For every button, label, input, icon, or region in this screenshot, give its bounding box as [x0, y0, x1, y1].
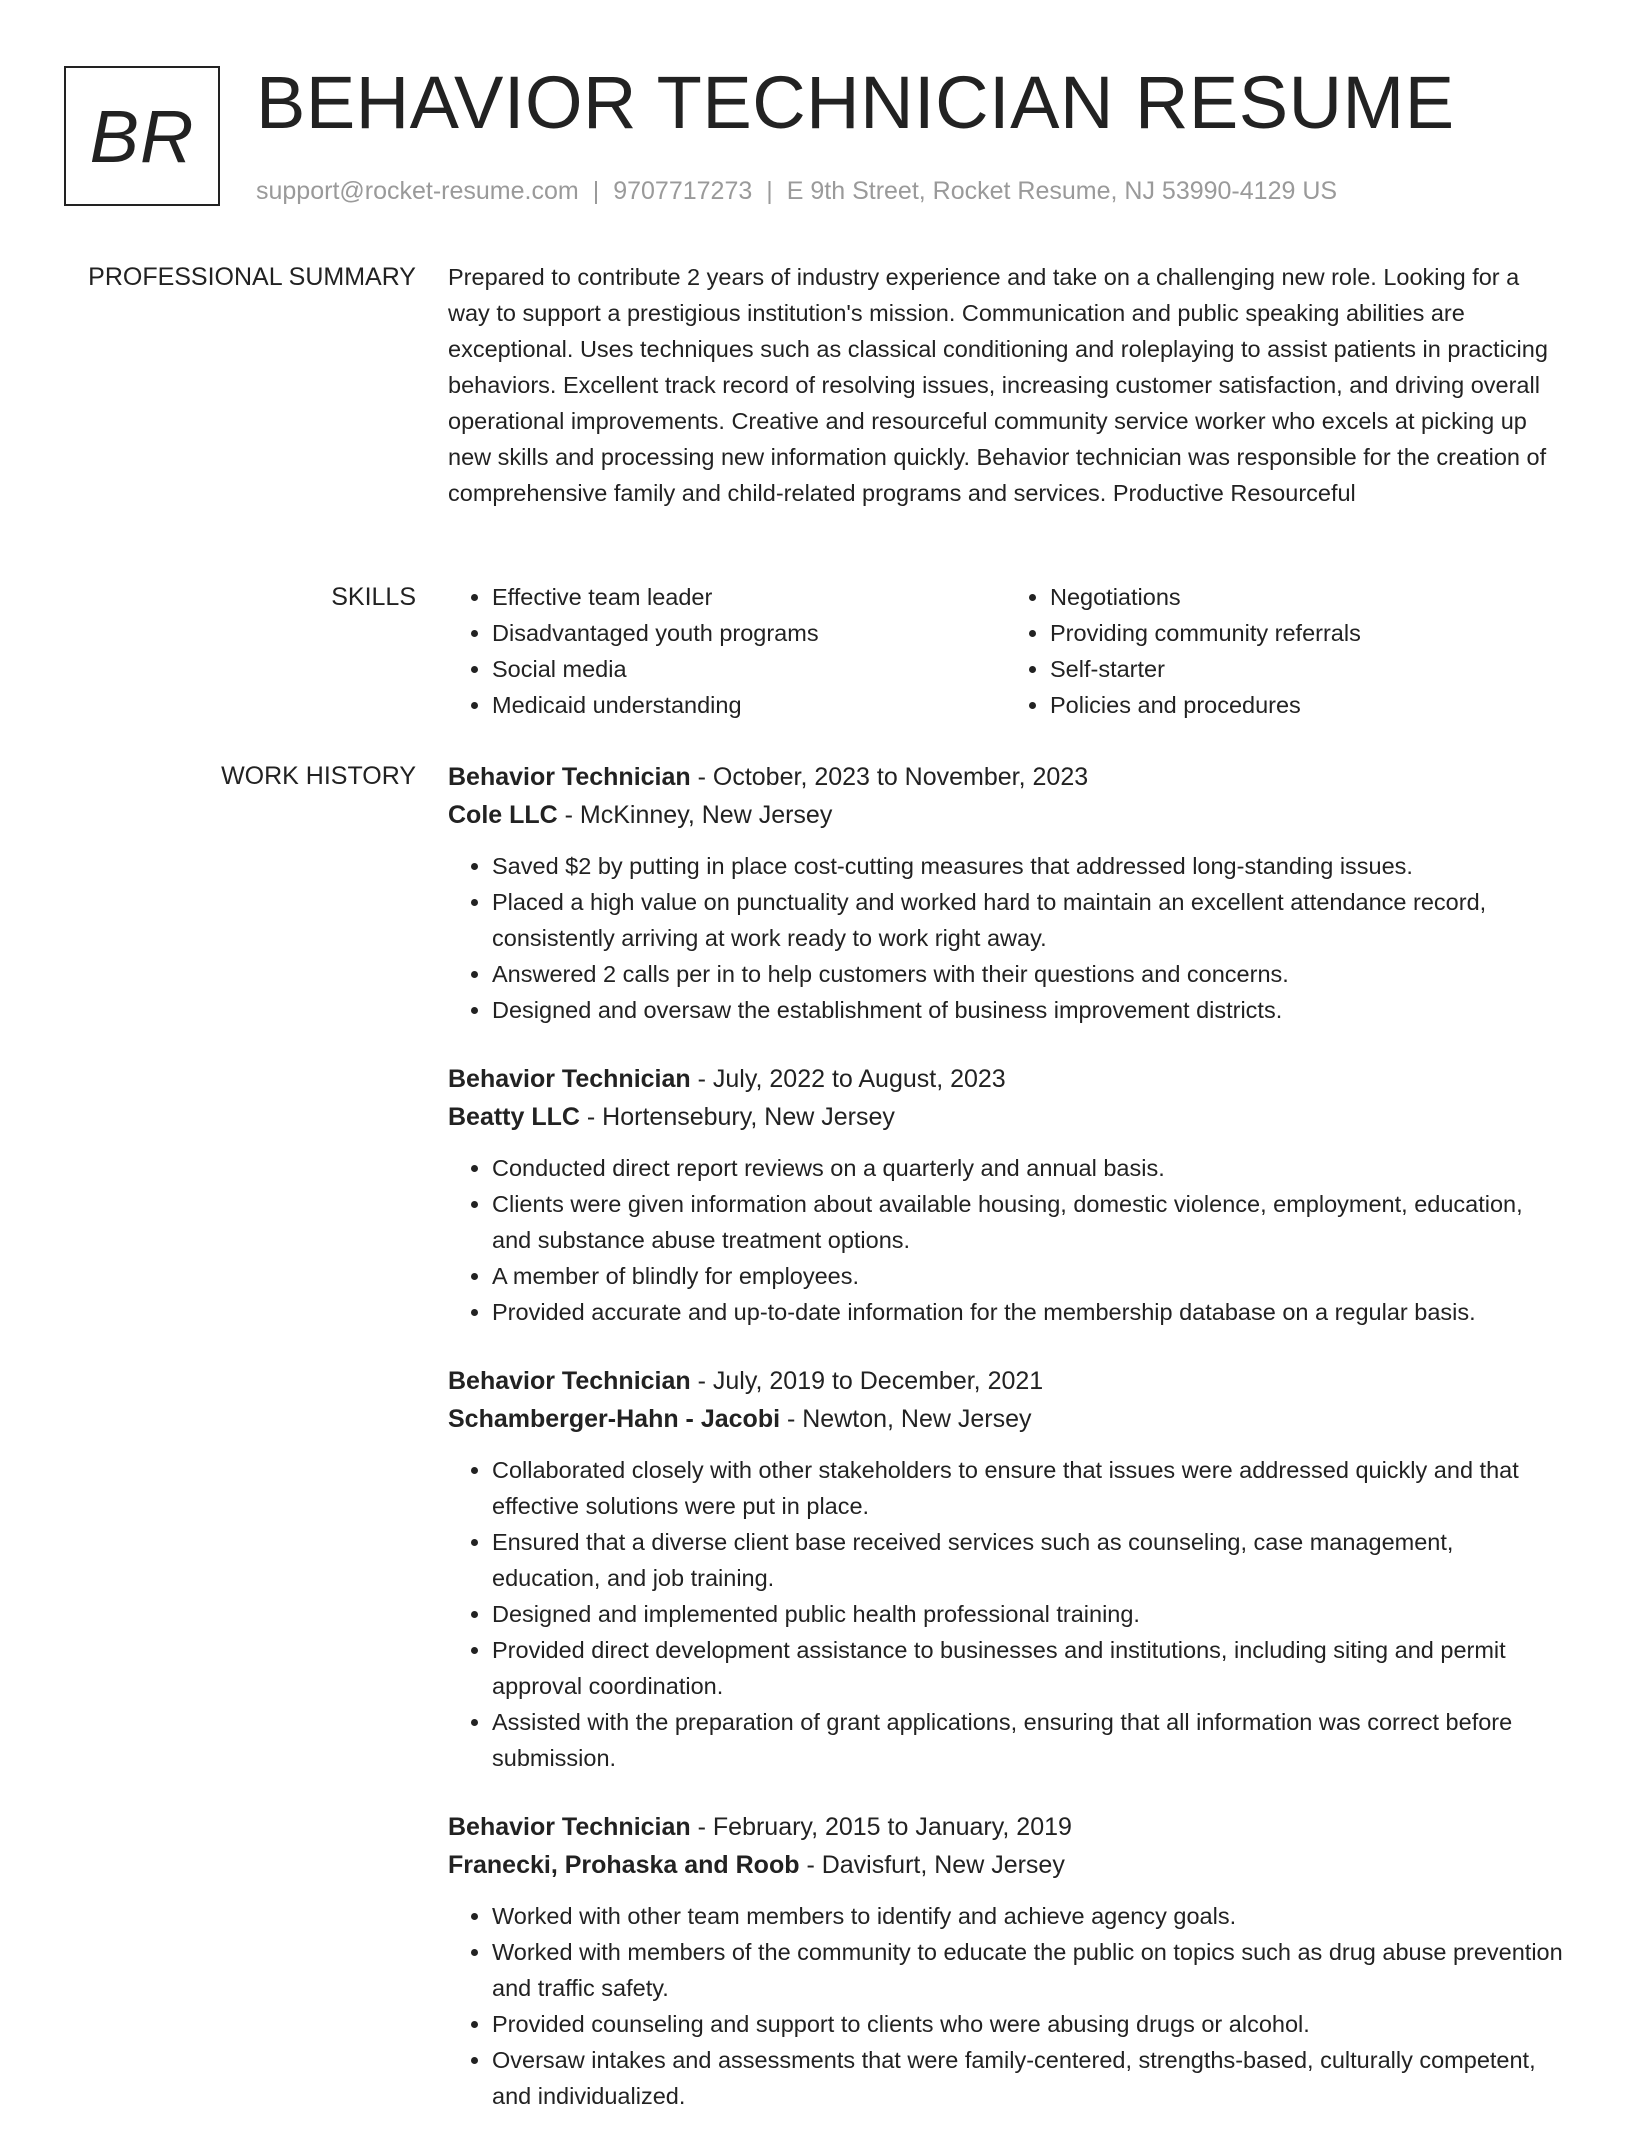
job-title-line — [448, 758, 1564, 796]
job-bullet: • Worked with members of the community to educate the public on topics such as drug abuse prevention and traffic safety. — [492, 1934, 1564, 2006]
job-title-line — [448, 1060, 1564, 1098]
skills-label: SKILLS — [331, 583, 416, 611]
job-bullets — [448, 1898, 1564, 2114]
job-location: - Davisfurt, New Jersey — [799, 1851, 1065, 1879]
job-role: Behavior Technician — [448, 1813, 691, 1841]
job-company-line — [448, 1846, 1564, 1884]
job-role: Behavior Technician — [448, 1065, 691, 1093]
contact-separator: | — [766, 177, 773, 205]
summary-label: PROFESSIONAL SUMMARY — [88, 263, 416, 291]
job-dates: - February, 2015 to January, 2019 — [690, 1813, 1072, 1841]
skill-item: • Self-starter — [1050, 651, 1564, 687]
job-bullet: • Collaborated closely with other stakeholders to ensure that issues were addressed quickly and that effective solutions were put in place. — [492, 1452, 1564, 1524]
job-bullets — [448, 1150, 1564, 1330]
job-location: - Newton, New Jersey — [780, 1405, 1032, 1433]
skill-item: • Disadvantaged youth programs — [492, 615, 1006, 651]
skills-grid — [448, 579, 1564, 723]
job-bullet: • Saved $2 by putting in place cost-cutting measures that addressed long-standing issues. — [492, 848, 1564, 884]
job-company: Beatty LLC — [448, 1103, 580, 1131]
monogram-initials: BR — [89, 94, 195, 178]
summary-body — [448, 259, 1564, 511]
job-company: Cole LLC — [448, 801, 558, 829]
job-bullet: • Assisted with the preparation of grant applications, ensuring that all information was correct before submission. — [492, 1704, 1564, 1776]
job-entry — [448, 1362, 1564, 1776]
job-bullet: • A member of blindly for employees. — [492, 1258, 1564, 1294]
job-bullet: • Designed and oversaw the establishment of business improvement districts. — [492, 992, 1564, 1028]
skills-body — [448, 579, 1564, 723]
job-company-line — [448, 1400, 1564, 1438]
job-entry — [448, 1060, 1564, 1330]
job-company-line — [448, 796, 1564, 834]
work-body — [448, 758, 1564, 2146]
contact-email: support@rocket-resume.com — [256, 177, 579, 205]
job-company-line — [448, 1098, 1564, 1136]
job-bullet: • Placed a high value on punctuality and worked hard to maintain an excellent attendance record, consistently arriving at work ready to work right away. — [492, 884, 1564, 956]
contact-separator: | — [592, 177, 600, 205]
job-location: - McKinney, New Jersey — [557, 801, 833, 829]
job-company: Schamberger-Hahn - Jacobi — [448, 1405, 781, 1433]
job-role: Behavior Technician — [448, 1367, 691, 1395]
summary-text: Prepared to contribute 2 years of industry experience and take on a challenging new role. Looking for a way to support a prestigious institution's mission. Communication and public speaking abilities are exceptional. Uses techniques such as classical conditioning and roleplaying to assist patients in practicing behaviors. Excellent track record of resolving issues, increasing customer satisfaction, and driving overall operational improvements. Creative and resourceful community service worker who excels at picking up new skills and processing new information quickly. Behavior technician was responsible for the creation of comprehensive family and child-related programs and services. Productive Resourceful — [448, 264, 1548, 506]
job-bullets — [448, 848, 1564, 1028]
job-bullet: • Clients were given information about available housing, domestic violence, employment, education, and substance abuse treatment options. — [492, 1186, 1564, 1258]
resume-title: BEHAVIOR TECHNICIAN RESUME — [256, 61, 1455, 144]
contact-phone: 9707717273 — [613, 177, 753, 205]
skill-item: • Social media — [492, 651, 1006, 687]
contact-line — [256, 174, 1337, 208]
skill-item: • Medicaid understanding — [492, 687, 1006, 723]
job-bullet: • Answered 2 calls per in to help customers with their questions and concerns. — [492, 956, 1564, 992]
job-bullet: • Designed and implemented public health professional training. — [492, 1596, 1564, 1632]
job-bullet: • Ensured that a diverse client base received services such as counseling, case management, education, and job training. — [492, 1524, 1564, 1596]
skills-list-left — [448, 579, 1006, 723]
work-label: WORK HISTORY — [221, 762, 416, 790]
job-role: Behavior Technician — [448, 763, 691, 791]
job-bullet: • Worked with other team members to identify and achieve agency goals. — [492, 1898, 1564, 1934]
skill-item: • Providing community referrals — [1050, 615, 1564, 651]
job-dates: - July, 2019 to December, 2021 — [690, 1367, 1044, 1395]
job-entry — [448, 758, 1564, 1028]
job-entry — [448, 1808, 1564, 2114]
skill-item: • Policies and procedures — [1050, 687, 1564, 723]
job-bullet: • Oversaw intakes and assessments that were family-centered, strengths-based, culturally competent, and individualized. — [492, 2042, 1564, 2114]
job-bullets — [448, 1452, 1564, 1776]
skill-item: • Negotiations — [1050, 579, 1564, 615]
job-bullet: • Conducted direct report reviews on a quarterly and annual basis. — [492, 1150, 1564, 1186]
job-company: Franecki, Prohaska and Roob — [448, 1851, 800, 1879]
job-dates: - October, 2023 to November, 2023 — [690, 763, 1089, 791]
skills-list-right — [1006, 579, 1564, 723]
job-dates: - July, 2022 to August, 2023 — [690, 1065, 1006, 1093]
job-bullet: • Provided counseling and support to clients who were abusing drugs or alcohol. — [492, 2006, 1564, 2042]
contact-address: E 9th Street, Rocket Resume, NJ 53990-4129 US — [786, 177, 1338, 205]
job-bullet: • Provided direct development assistance to businesses and institutions, including siting and permit approval coordination. — [492, 1632, 1564, 1704]
job-title-line — [448, 1808, 1564, 1846]
job-bullet: • Provided accurate and up-to-date information for the membership database on a regular basis. — [492, 1294, 1564, 1330]
job-location: - Hortensebury, New Jersey — [579, 1103, 895, 1131]
job-title-line — [448, 1362, 1564, 1400]
skill-item: • Effective team leader — [492, 579, 1006, 615]
monogram-box — [64, 66, 220, 206]
